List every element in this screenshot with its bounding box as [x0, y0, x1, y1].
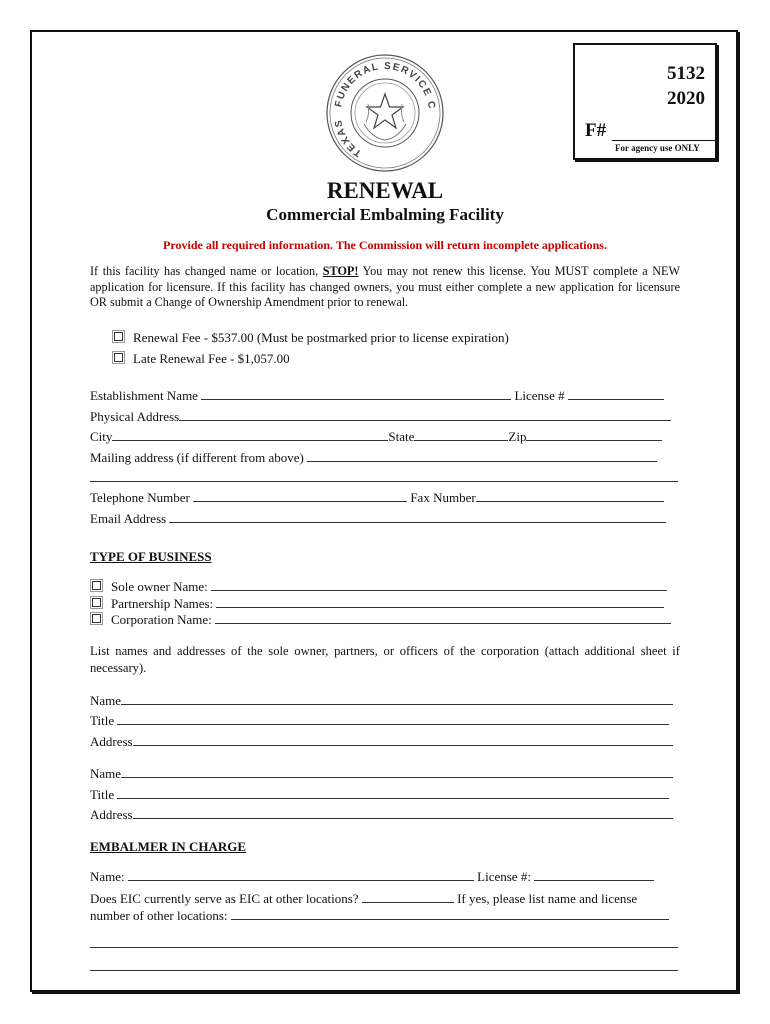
type-of-business-heading-text: TYPE OF BUSINESS — [90, 549, 212, 564]
agency-note: For agency use ONLY — [615, 143, 700, 153]
eic-heading — [90, 839, 680, 855]
mailing-address-row-2 — [90, 469, 680, 486]
intro-paragraph — [90, 264, 680, 311]
establishment-name-field[interactable] — [201, 387, 511, 400]
corporation-checkbox[interactable] — [92, 614, 101, 623]
eic-locations-field-3[interactable] — [90, 958, 678, 971]
intro-text-1: If this facility has changed name or location, — [90, 264, 323, 278]
sole-owner-row — [92, 578, 682, 595]
owner-1-name-field[interactable] — [121, 692, 673, 705]
stop-warning: STOP! — [322, 264, 359, 278]
seal-text-left: TEXAS — [332, 117, 364, 159]
owner-2-address-field[interactable] — [133, 806, 673, 819]
corporation-label: Corporation Name: — [111, 612, 212, 627]
eic-locations-row-2 — [90, 935, 680, 952]
owner-1-title-field[interactable] — [117, 712, 669, 725]
mailing-address-field-2[interactable] — [90, 469, 678, 482]
f-number-field[interactable] — [612, 140, 716, 141]
owner-2-name-field[interactable] — [121, 765, 673, 778]
owners-instructions: List names and addresses of the sole owner, partners, or officers of the corporation (attach additional sheet if necessary). — [90, 644, 680, 675]
mailing-address-field[interactable] — [307, 449, 657, 462]
eic-locations-field-2[interactable] — [90, 935, 678, 948]
eic-locations-row — [90, 907, 680, 924]
eic-heading-text: EMBALMER IN CHARGE — [90, 839, 247, 854]
mailing-address-row — [90, 449, 680, 466]
phone-fax-row — [90, 489, 680, 506]
owner-1-address-row — [90, 733, 680, 750]
svg-text:TEXAS — [333, 118, 364, 159]
owner-1-address-label: Address — [90, 734, 133, 749]
commission-seal — [324, 52, 446, 174]
eic-ifyes-label: If yes, please list name and license — [457, 891, 638, 906]
late-fee-checkbox[interactable] — [114, 353, 123, 362]
city-label: City — [90, 429, 113, 444]
partnership-row — [92, 595, 682, 612]
f-number-label: F# — [585, 120, 607, 141]
form-year: 2020 — [667, 88, 705, 109]
partnership-checkbox[interactable] — [92, 598, 101, 607]
owner-1-name-row — [90, 692, 680, 709]
eic-license-field[interactable] — [534, 868, 654, 881]
eic-name-field[interactable] — [128, 868, 474, 881]
partnership-label: Partnership Names: — [111, 596, 214, 611]
mailing-address-label: Mailing address (if different from above) — [90, 450, 304, 465]
svg-text:FUNERAL SERVICE COMMISSION — [324, 52, 437, 111]
physical-address-field[interactable] — [179, 408, 671, 421]
zip-label: Zip — [508, 429, 527, 444]
city-state-zip-row — [90, 428, 680, 445]
eic-locations-label: number of other locations: — [90, 908, 228, 923]
late-fee-label: Late Renewal Fee - $1,057.00 — [133, 351, 290, 366]
owner-2-address-label: Address — [90, 807, 133, 822]
establishment-name-row — [90, 387, 680, 404]
owner-2-name-row — [90, 765, 680, 782]
owner-2-address-row — [90, 806, 680, 823]
owner-1-name-label: Name — [90, 693, 122, 708]
license-label: License # — [514, 388, 565, 403]
owner-1-title-label: Title — [90, 713, 115, 728]
email-row — [90, 510, 680, 527]
required-info-notice: Provide all required information. The Commission will return incomplete applications. — [163, 238, 607, 252]
owner-2-name-label: Name — [90, 766, 122, 781]
physical-address-row — [90, 408, 680, 425]
telephone-field[interactable] — [193, 489, 407, 502]
email-label: Email Address — [90, 511, 167, 526]
eic-locations-field[interactable] — [231, 907, 669, 920]
renewal-fee-label: Renewal Fee - $537.00 (Must be postmarked prior to license expiration) — [133, 330, 509, 345]
eic-locations-row-3 — [90, 958, 680, 975]
page-title: RENEWAL — [326, 178, 444, 203]
type-of-business-heading — [90, 549, 680, 565]
fax-label: Fax Number — [410, 490, 476, 505]
establishment-name-label: Establishment Name — [90, 388, 198, 403]
eic-other-locations-field[interactable] — [362, 890, 454, 903]
agency-use-box — [573, 43, 717, 160]
eic-license-label: License #: — [477, 869, 531, 884]
intro-text-2: You may not renew this license. You MUST complete a NEW application for licensure. If this facility has changed owners, you must either complete a new application for licensure OR submit a Change of Ownership Amendment prior to renewal. — [90, 264, 680, 309]
renewal-fee-checkbox[interactable] — [114, 332, 123, 341]
eic-name-label: Name: — [90, 869, 125, 884]
license-field[interactable] — [568, 387, 664, 400]
sole-owner-label: Sole owner Name: — [111, 579, 208, 594]
physical-address-label: Physical Address — [90, 409, 180, 424]
sole-owner-field[interactable] — [211, 578, 667, 591]
fax-field[interactable] — [476, 489, 664, 502]
telephone-label: Telephone Number — [90, 490, 190, 505]
city-field[interactable] — [112, 428, 388, 441]
zip-field[interactable] — [526, 428, 662, 441]
form-code: 5132 — [667, 63, 705, 84]
corporation-row — [92, 611, 682, 628]
owner-2-title-label: Title — [90, 787, 115, 802]
corporation-field[interactable] — [215, 611, 671, 624]
partnership-field[interactable] — [216, 595, 664, 608]
state-label: State — [388, 429, 415, 444]
seal-text-top: FUNERAL SERVICE C — [333, 60, 438, 111]
renewal-fee-option[interactable] — [114, 330, 704, 346]
state-field[interactable] — [414, 428, 508, 441]
page-subtitle: Commercial Embalming Facility — [266, 205, 504, 224]
eic-question-label: Does EIC currently serve as EIC at other locations? — [90, 891, 359, 906]
seal-graphic — [324, 52, 446, 174]
owner-2-title-row — [90, 786, 680, 803]
eic-question-row — [90, 890, 680, 907]
sole-owner-checkbox[interactable] — [92, 581, 101, 590]
owner-1-title-row — [90, 712, 680, 729]
eic-name-row — [90, 868, 680, 885]
owner-1-address-field[interactable] — [133, 733, 673, 746]
owner-2-title-field[interactable] — [117, 786, 669, 799]
email-field[interactable] — [169, 510, 666, 523]
late-fee-option[interactable] — [114, 351, 704, 367]
